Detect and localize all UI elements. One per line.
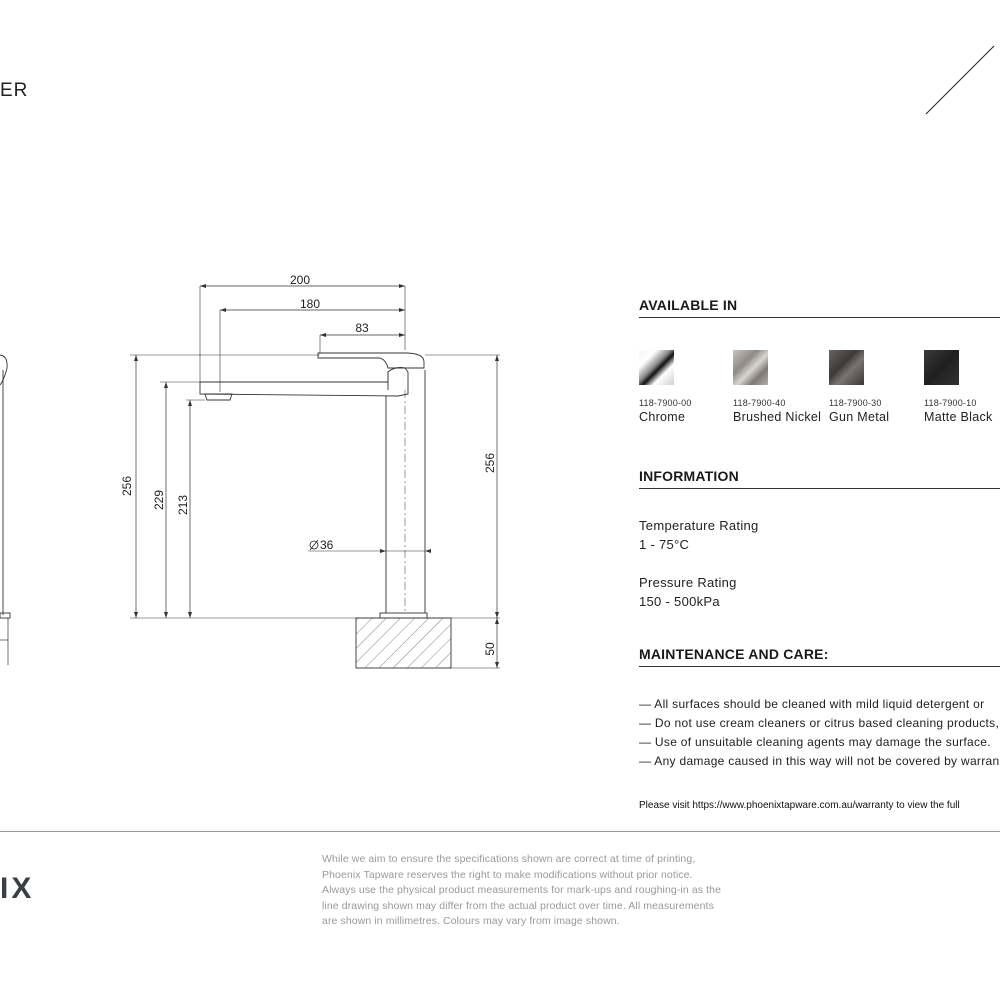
disclaimer: [322, 852, 752, 930]
finish-name: Matte Black: [924, 410, 993, 424]
finish-matte-black: [924, 350, 1000, 424]
dim-200: 200: [289, 273, 311, 287]
dim-diameter: 36: [320, 538, 334, 552]
disclaimer-line: are shown in millimetres. Colours may vary from image shown.: [322, 915, 620, 927]
brand-logo: IX: [0, 872, 35, 905]
finish-name: Brushed Nickel: [733, 410, 822, 424]
available-in-heading: AVAILABLE IN: [639, 297, 1000, 318]
dim-left-256: 256: [120, 475, 134, 497]
chrome-swatch: [639, 350, 674, 385]
matte-black-swatch: [924, 350, 959, 385]
care-item: — Any damage caused in this way will not be covered by warran: [639, 754, 1000, 768]
disclaimer-line: While we aim to ensure the specifications shown are correct at time of printing,: [322, 853, 696, 865]
disclaimer-line: Phoenix Tapware reserves the right to make modifications without prior notice.: [322, 868, 693, 881]
finish-gun-metal: [829, 350, 929, 424]
pressure-label: Pressure Rating: [639, 575, 737, 590]
temperature-label: Temperature Rating: [639, 518, 759, 533]
dim-180: 180: [299, 297, 321, 311]
gun-metal-swatch: [829, 350, 864, 385]
care-item: — All surfaces should be cleaned with mild liquid detergent or: [639, 697, 985, 711]
technical-drawing: [0, 255, 520, 685]
finish-code: 118-7900-30: [829, 398, 882, 408]
corner-diagonal-line: [920, 40, 1000, 120]
finish-name: Gun Metal: [829, 410, 890, 424]
finish-chrome: [639, 350, 739, 424]
disclaimer-line: line drawing shown may differ from the actual product over time. All measurements: [322, 899, 714, 912]
product-title-fragment: ER: [0, 80, 29, 101]
temperature-value: 1 - 75°C: [639, 537, 690, 552]
dim-50: 50: [483, 642, 497, 656]
finish-brushed-nickel: [733, 350, 833, 424]
finish-code: 118-7900-10: [924, 398, 977, 408]
footer-divider: [0, 831, 1000, 832]
dim-229: 229: [152, 489, 166, 511]
care-item: — Use of unsuitable cleaning agents may damage the surface.: [639, 735, 991, 749]
dim-right-256: 256: [483, 452, 497, 474]
diameter-icon: [310, 540, 318, 550]
pressure-value: 150 - 500kPa: [639, 594, 720, 609]
dim-83: 83: [355, 321, 369, 335]
warranty-note: Please visit https://www.phoenixtapware.com.au/warranty to view the full: [639, 800, 960, 811]
information-heading: INFORMATION: [639, 468, 1000, 489]
care-item: — Do not use cream cleaners or citrus based cleaning products,: [639, 716, 1000, 730]
finish-name: Chrome: [639, 410, 686, 424]
dim-213: 213: [176, 494, 190, 516]
finish-code: 118-7900-00: [639, 398, 692, 408]
disclaimer-line: Always use the physical product measurements for mark-ups and roughing-in as the: [322, 884, 722, 896]
brushed-nickel-swatch: [733, 350, 768, 385]
maintenance-heading: MAINTENANCE AND CARE:: [639, 646, 1000, 667]
finish-code: 118-7900-40: [733, 398, 786, 408]
